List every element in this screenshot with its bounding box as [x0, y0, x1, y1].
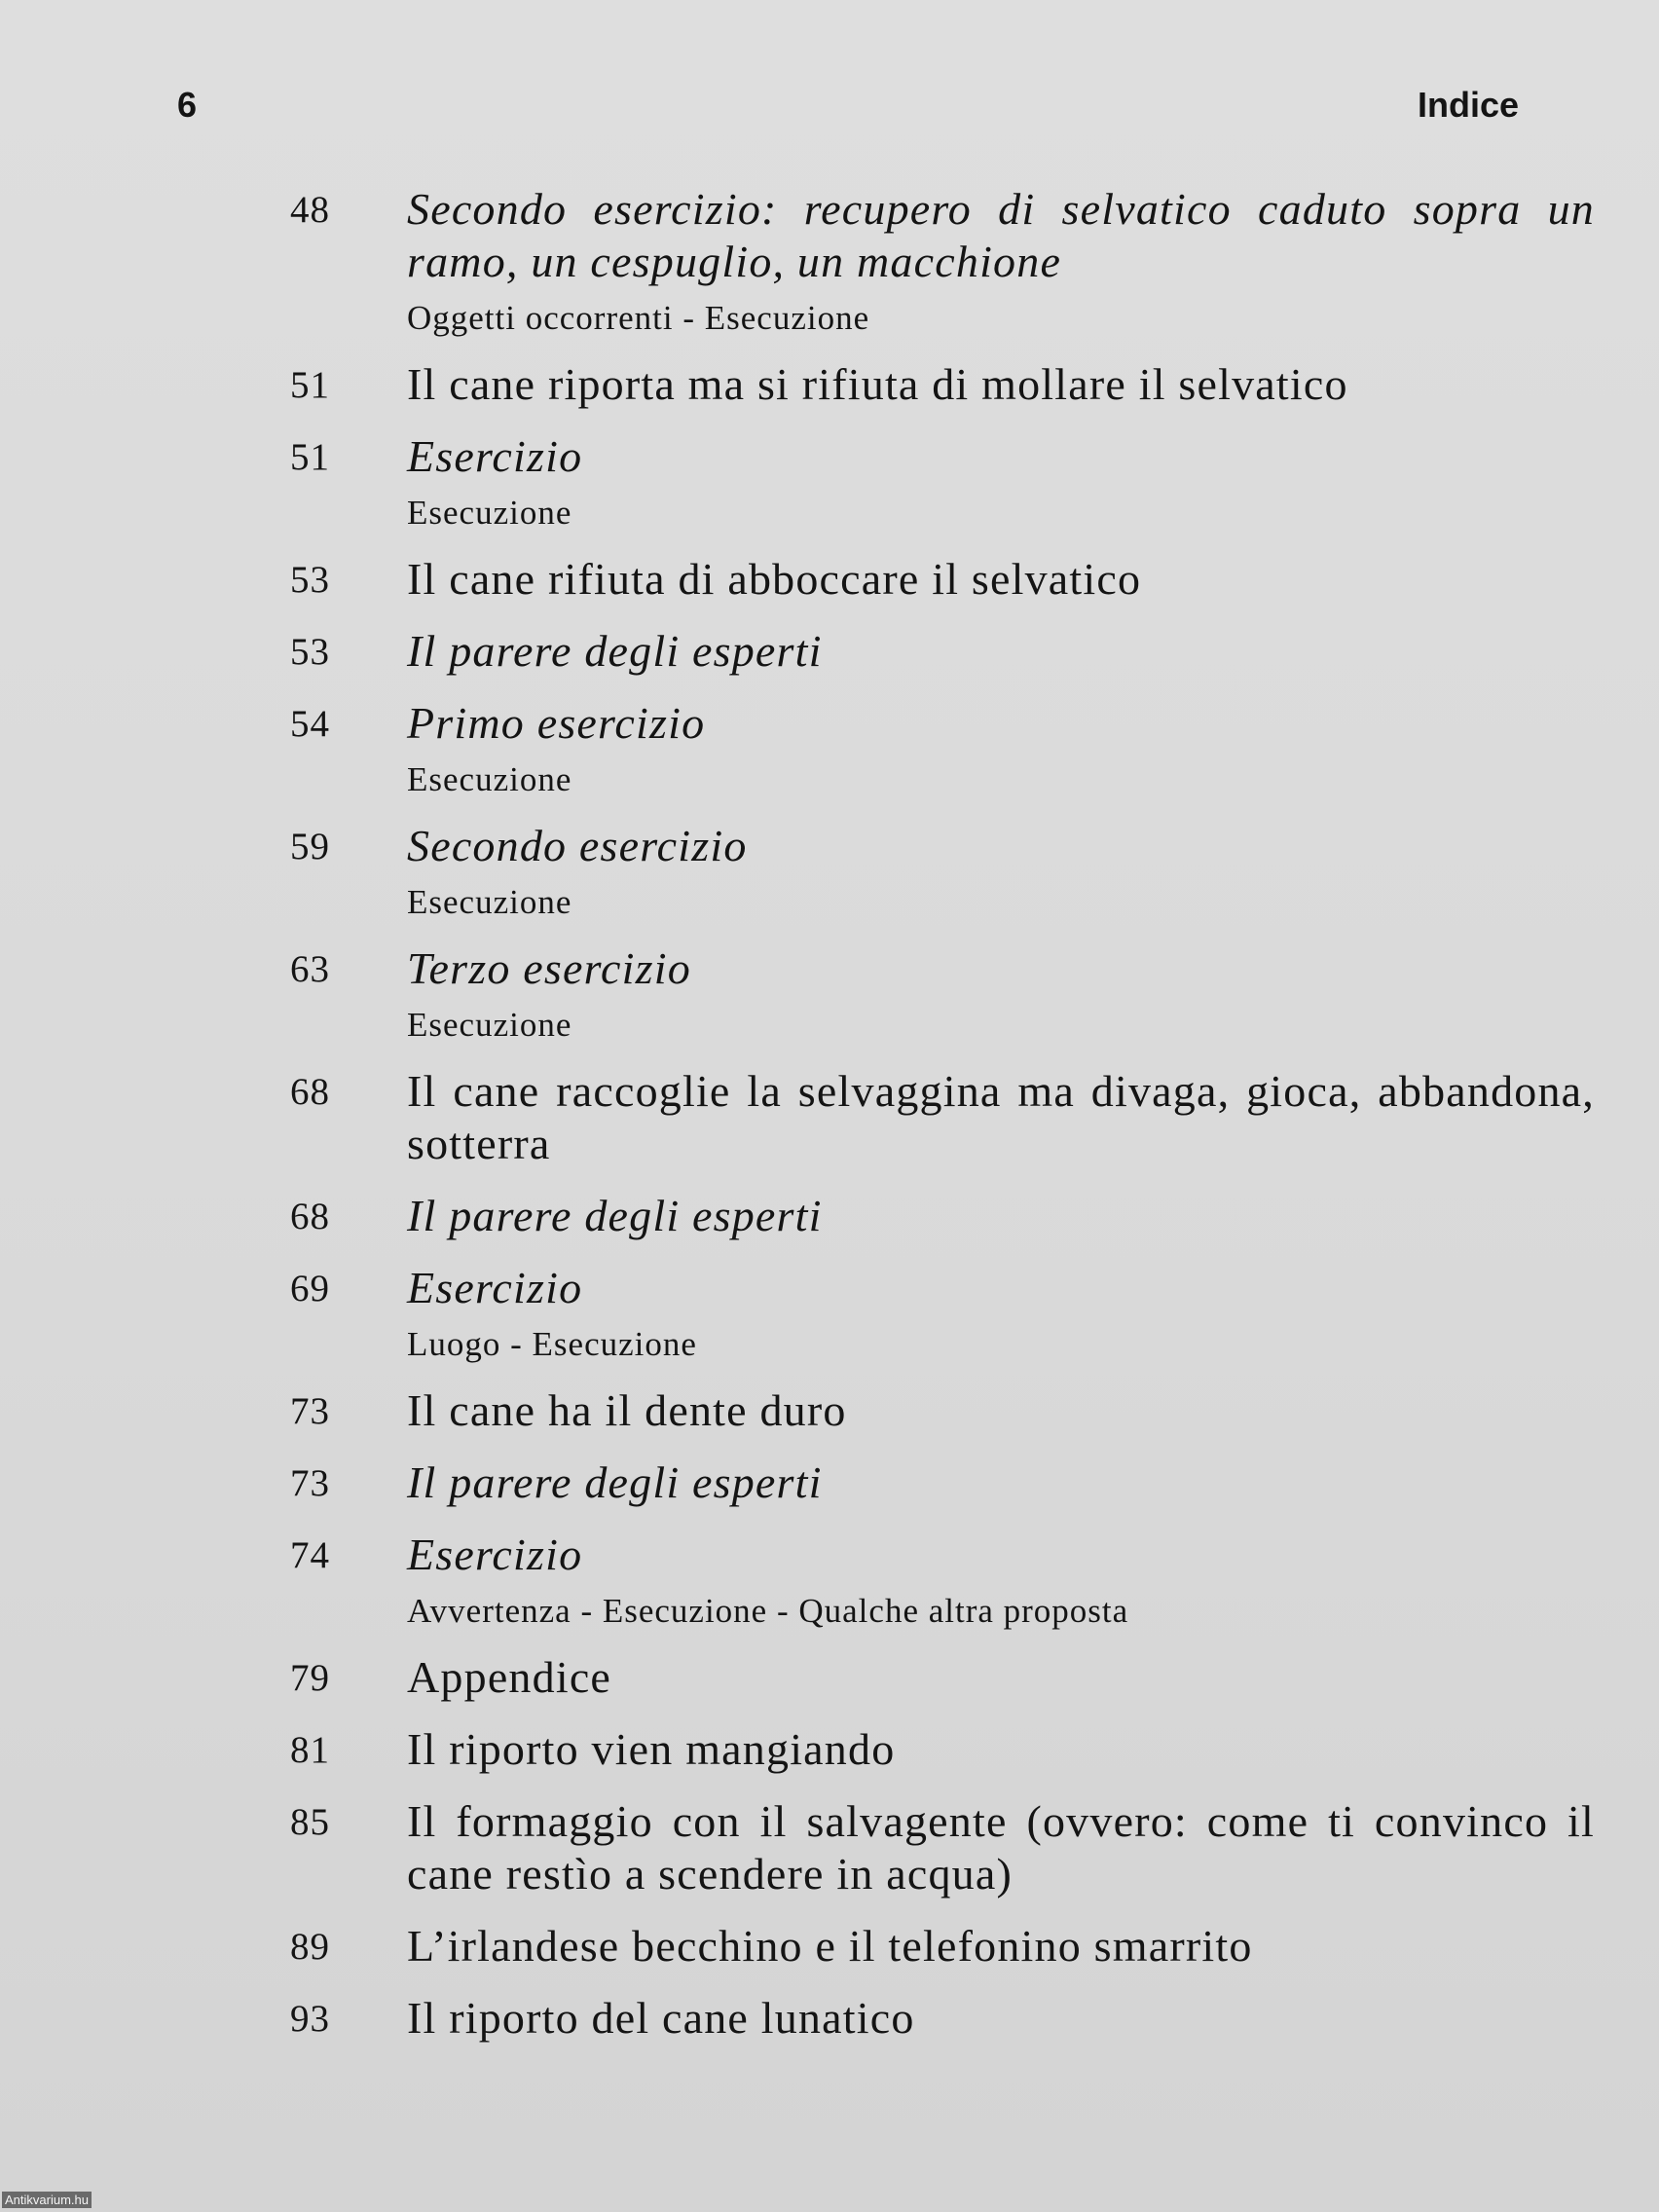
toc-page-number: 89 — [290, 1926, 330, 1968]
page-number: 6 — [177, 85, 198, 125]
toc-entry — [290, 1643, 1595, 1704]
toc-page-number: 63 — [290, 948, 330, 990]
toc-page-number: 53 — [290, 559, 330, 601]
toc-title: Il parere degli esperti — [407, 1191, 823, 1240]
toc-entry — [290, 1057, 1595, 1170]
toc-title: Il parere degli esperti — [407, 1457, 823, 1507]
toc-title: Esercizio — [407, 1263, 583, 1312]
toc-page-number: 81 — [290, 1729, 330, 1771]
toc-subtitle: Esecuzione — [407, 494, 572, 532]
toc-entry — [290, 1377, 1595, 1437]
toc-title: Secondo esercizio: recupero di selvatico caduto sopra un ramo, un cespuglio, un macchione — [407, 184, 1595, 286]
toc-title: Il cane ha il dente duro — [407, 1385, 847, 1435]
toc-page-number: 48 — [290, 189, 330, 231]
toc-subtitle: Avvertenza - Esecuzione - Qualche altra proposta — [407, 1592, 1129, 1630]
toc-subtitle: Esecuzione — [407, 1006, 572, 1044]
toc-title: Il riporto vien mangiando — [407, 1724, 896, 1774]
toc-title: Appendice — [407, 1652, 612, 1702]
toc-entry — [290, 350, 1595, 411]
toc-page-number: 74 — [290, 1534, 330, 1576]
toc-subtitle: Luogo - Esecuzione — [407, 1325, 697, 1363]
watermark: Antikvarium.hu — [2, 2192, 92, 2208]
toc-page-number: 93 — [290, 1998, 330, 2040]
toc-page-number: 85 — [290, 1801, 330, 1843]
running-head: Indice — [1417, 85, 1519, 125]
toc-page-number: 53 — [290, 631, 330, 673]
toc-entry — [290, 1984, 1595, 2045]
toc-page-number: 59 — [290, 826, 330, 867]
toc-subtitle: Esecuzione — [407, 883, 572, 921]
toc-entry — [290, 545, 1595, 606]
toc-page-number: 79 — [290, 1657, 330, 1699]
toc-title: Secondo esercizio — [407, 821, 748, 870]
toc-title: Terzo esercizio — [407, 943, 691, 993]
toc-entry — [290, 1715, 1595, 1776]
toc-page-number: 54 — [290, 703, 330, 745]
toc-title: Esercizio — [407, 1530, 583, 1579]
toc-entry — [290, 1521, 1595, 1632]
toc-page-number: 68 — [290, 1071, 330, 1113]
toc-entry — [290, 1182, 1595, 1242]
toc-subtitle: Oggetti occorrenti - Esecuzione — [407, 299, 870, 337]
toc-title: Esercizio — [407, 431, 583, 481]
toc-entry — [290, 1449, 1595, 1509]
toc-page-number: 51 — [290, 436, 330, 478]
toc-title: Il parere degli esperti — [407, 626, 823, 676]
toc-title: Il cane raccoglie la selvaggina ma divaga, gioca, abbandona, sotterra — [407, 1066, 1595, 1168]
toc-title: Il cane rifiuta di abboccare il selvatico — [407, 554, 1142, 604]
toc-title: Primo esercizio — [407, 698, 706, 748]
toc-subtitle: Esecuzione — [407, 760, 572, 798]
toc-entry — [290, 689, 1595, 800]
toc-entry — [290, 812, 1595, 923]
toc-page-number: 73 — [290, 1390, 330, 1432]
toc-entry — [290, 423, 1595, 534]
toc-title: Il formaggio con il salvagente (ovvero: come ti convinco il cane restìo a scendere in acqua) — [407, 1796, 1595, 1899]
toc-page-number: 51 — [290, 364, 330, 406]
toc-page-number: 69 — [290, 1268, 330, 1309]
table-of-contents — [290, 175, 1595, 2056]
toc-entry — [290, 1912, 1595, 1972]
toc-entry — [290, 1254, 1595, 1365]
toc-entry — [290, 935, 1595, 1046]
toc-entry — [290, 617, 1595, 678]
toc-title: Il riporto del cane lunatico — [407, 1993, 915, 2043]
toc-title: Il cane riporta ma si rifiuta di mollare il selvatico — [407, 359, 1348, 409]
toc-entry — [290, 175, 1595, 339]
toc-entry — [290, 1788, 1595, 1900]
toc-page-number: 68 — [290, 1196, 330, 1237]
toc-page-number: 73 — [290, 1462, 330, 1504]
toc-title: L’irlandese becchino e il telefonino smarrito — [407, 1921, 1253, 1971]
